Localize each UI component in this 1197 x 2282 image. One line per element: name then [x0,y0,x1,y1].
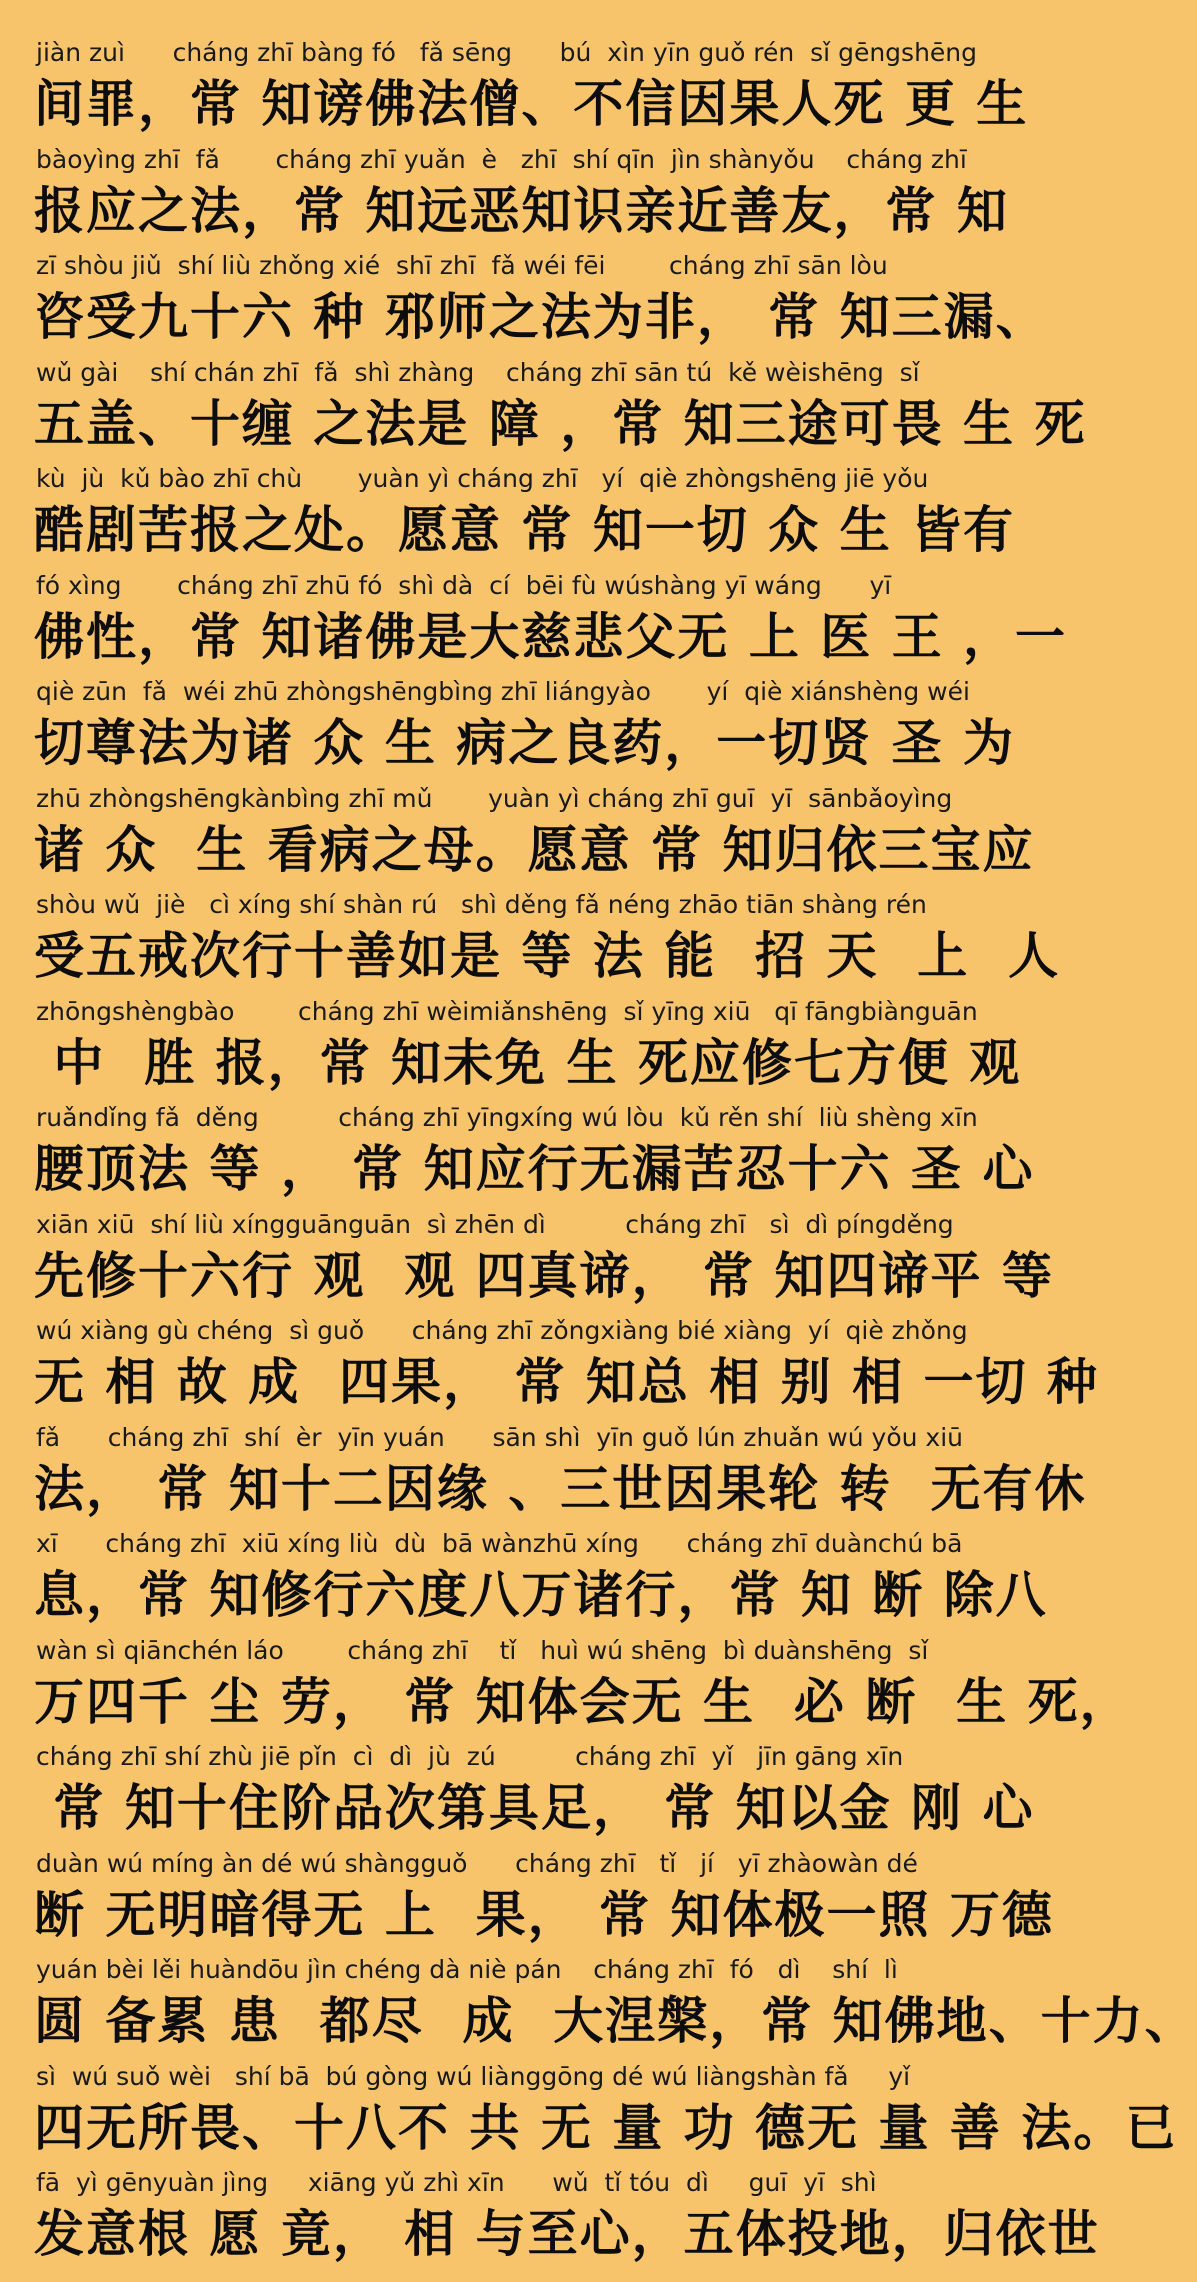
text-line [0,356,1087,462]
text-line [0,1527,1080,1633]
pinyin-annotation: zhū zhòngshēngkànbìng zhī mǔ yuàn yì cháng zhī guī yī sānbǎoyìng [36,783,953,813]
pinyin-annotation: shòu wǔ jiè cì xíng shí shàn rú shì děng fǎ néng zhāo tiān shàng rén [36,890,927,919]
pinyin-annotation: kù jù kǔ bào zhī chù yuàn yì cháng zhī yí qiè zhòngshēng jiē yǒu [36,464,929,493]
text-line [0,2060,1178,2166]
chinese-text: 息，常 知修行六度八万诸行，常 知 断 除八 [34,1566,1048,1624]
pinyin-annotation: wú xiàng gù chéng sì guǒ cháng zhī zǒngxiàng bié xiàng yí qiè zhǒng [36,1316,968,1345]
pinyin-annotation: xī cháng zhī xiū xíng liù dù bā wànzhū xíng cháng zhī duànchú bā [36,1529,963,1558]
chinese-text: 酷剧苦报之处。愿意 常 知一切 众 生 皆有 [34,501,1016,559]
chinese-text: 受五戒次行十善如是 等 法 能 招 天 上 人 [34,927,1061,985]
pinyin-annotation: zhōngshèngbào cháng zhī wèimiǎnshēng sǐ yīng xiū qī fāngbiànguān [36,996,978,1026]
chinese-text: 圆 备累 患 都尽 成 大涅槃，常 知佛地、十力、 [34,1992,1197,2050]
chinese-text: 法， 常 知十二因缘 、三世因果轮 转 无有休 [34,1459,1087,1518]
text-line [0,249,1080,355]
chinese-text: 咨受九十六 种 邪师之法为非， 常 知三漏、 [34,288,1048,346]
text-line [0,995,1080,1101]
pinyin-annotation: jiàn zuì cháng zhī bàng fó fǎ sēng bú xìn yīn guǒ rén sǐ gēngshēng [36,38,978,67]
chinese-text: 间罪，常 知谤佛法僧、不信因果人死 更 生 [34,75,1029,133]
text-line [0,2166,1100,2272]
chinese-text: 常 知十住阶品次第具足， 常 知以金 刚 心 [34,1779,1035,1837]
text-line [0,1740,1080,1846]
text-line [0,675,1080,781]
pinyin-annotation: wàn sì qiānchén láo cháng zhī tǐ huì wú shēng bì duànshēng sǐ [36,1635,929,1665]
text-line [0,1314,1099,1420]
pinyin-annotation: yuán bèi lěi huàndōu jìn chéng dà niè pán cháng zhī fó dì shí lì [36,1955,898,1984]
chinese-text: 佛性，常 知诸佛是大慈悲父无 上 医 王 ，一 [34,607,1068,666]
chinese-text: 断 无明暗得无 上 果， 常 知体极一照 万德 [34,1885,1054,1944]
text-line [0,462,1080,568]
chinese-text: 诸 众 生 看病之母。愿意 常 知归依三宝应 [34,820,1035,879]
pinyin-annotation: zī shòu jiǔ shí liù zhǒng xié shī zhī fǎ wéi fēi cháng zhī sān lòu [36,251,888,280]
pinyin-annotation: cháng zhī shí zhù jiē pǐn cì dì jù zú cháng zhī yǐ jīn gāng xīn [36,1742,904,1771]
text-line [0,782,1080,888]
text-line [0,143,1080,249]
chinese-text: 万四千 尘 劳， 常 知体会无 生 必 断 生 死， [34,1672,1132,1731]
chinese-text: 中 胜 报，常 知未免 生 死应修七方便 观 [34,1033,1022,1092]
pinyin-annotation: wǔ gài shí chán zhī fǎ shì zhàng cháng zhī sān tú kě wèishēng sǐ [36,357,920,387]
chinese-text: 切尊法为诸 众 生 病之良药，一切贤 圣 为 [34,714,1016,772]
text-line [0,1953,1197,2059]
pinyin-annotation: fó xìng cháng zhī zhū fó shì dà cí bēi fù wúshàng yī wáng yī [36,570,892,600]
text-line [0,1421,1087,1527]
text-line [0,569,1080,675]
chinese-text: 发意根 愿 竟， 相 与至心，五体投地，归依世 [34,2205,1100,2263]
chinese-text: 无 相 故 成 四果， 常 知总 相 别 相 一切 种 [34,1353,1099,1411]
pinyin-annotation: duàn wú míng àn dé wú shàngguǒ cháng zhī tǐ jí yī zhàowàn dé [36,1848,918,1878]
text-line [0,1101,1080,1207]
pinyin-annotation: xiān xiū shí liù xíngguānguān sì zhēn dì cháng zhī sì dì píngděng [36,1209,954,1239]
pinyin-annotation: fā yì gēnyuàn jìng xiāng yǔ zhì xīn wǔ tǐ tóu dì guī yī shì [36,2168,877,2197]
pinyin-annotation: qiè zūn fǎ wéi zhū zhòngshēngbìng zhī liángyào yí qiè xiánshèng wéi [36,677,970,706]
text-line [0,1634,1132,1740]
chinese-text: 腰顶法 等 ， 常 知应行无漏苦忍十六 圣 心 [34,1140,1035,1198]
text-line [0,1847,1080,1953]
chinese-text: 报应之法，常 知远恶知识亲近善友，常 知 [34,181,1009,240]
pinyin-annotation: sì wú suǒ wèi shí bā bú gòng wú liànggōng dé wú liàngshàn fǎ yǐ [36,2061,911,2091]
chinese-text: 四无所畏、十八不 共 无 量 功 德无 量 善 法。已 [34,2098,1178,2157]
pinyin-annotation: bàoyìng zhī fǎ cháng zhī yuǎn è zhī shí qīn jìn shànyǒu cháng zhī [36,144,967,174]
text-line [0,36,1080,142]
text-line [0,1208,1080,1314]
chinese-text: 先修十六行 观 观 四真谛， 常 知四谛平 等 [34,1246,1054,1305]
text-line [0,888,1080,994]
pinyin-annotation: ruǎndǐng fǎ děng cháng zhī yīngxíng wú lòu kǔ rěn shí liù shèng xīn [36,1103,978,1132]
pinyin-annotation: fǎ cháng zhī shí èr yīn yuán sān shì yīn guǒ lún zhuǎn wú yǒu xiū [36,1422,964,1452]
chinese-text: 五盖、十缠 之法是 障 ，常 知三途可畏 生 死 [34,394,1087,453]
